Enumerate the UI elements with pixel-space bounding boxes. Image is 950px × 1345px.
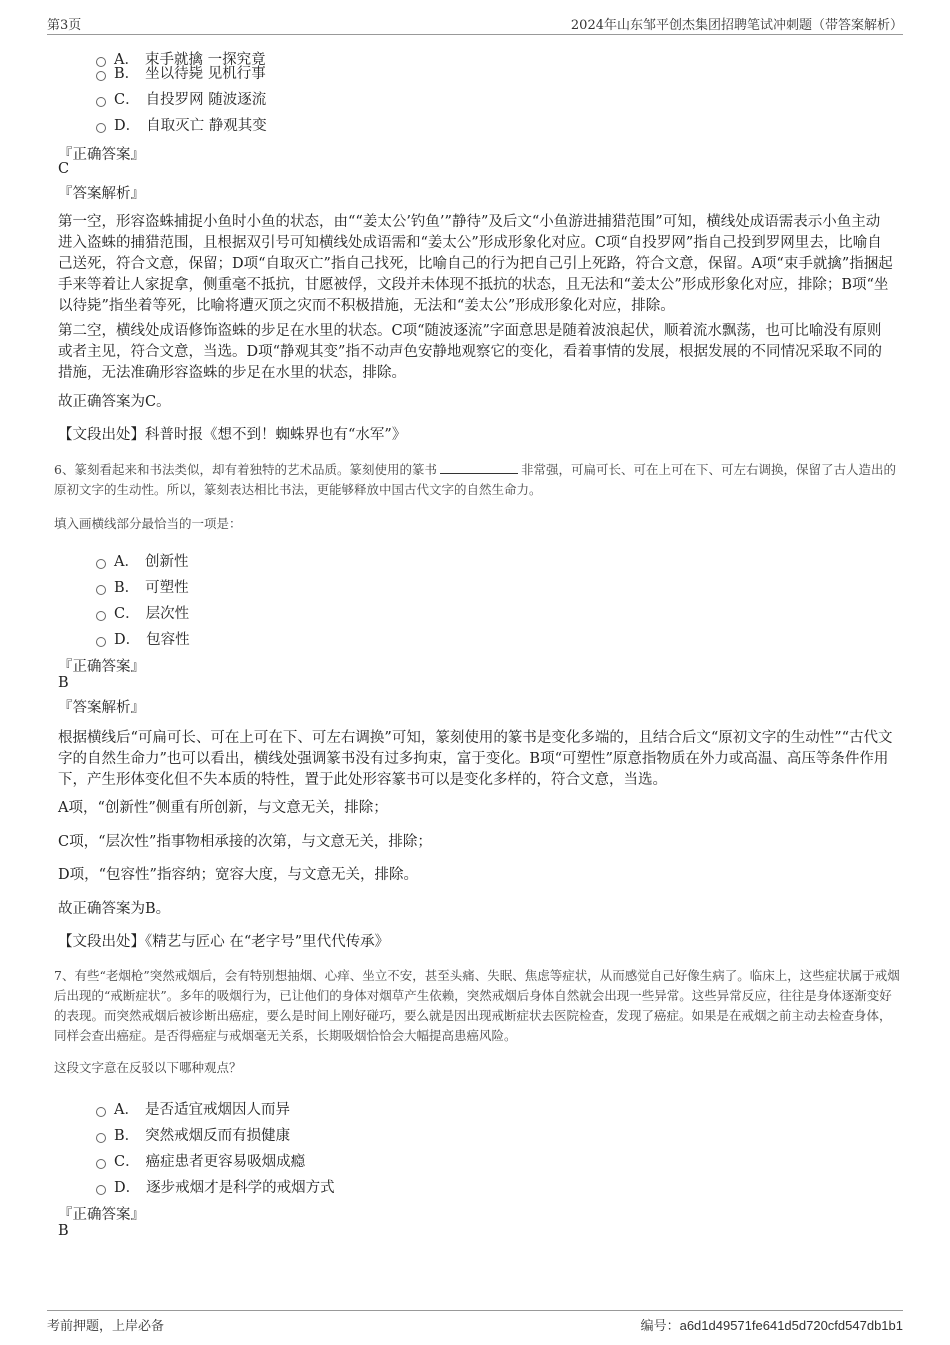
q5-analysis-paragraph-1: 第一空，形容盗蛛捕捉小鱼时小鱼的状态，由““姜太公’钓鱼’”静待”及后文“小鱼游进捕猎范围”可知，横线处成语需表示小鱼主动进入盗蛛的捕猎范围，且根据双引号可知横线处成语需和“姜太公”形成形象化对应。C项“自投罗网”指自己投到罗网里去，比喻自己送死，符合文意，保留；D项“自取灭亡”指自己找死，比喻自己的行为把自己引上死路，符合文意，保留。A项“束手就擒”指捆起手来等着让人家捉拿，侧重毫不抵抗，甘愿被俘，文段并未体现不抵抗的状态，且无法和“姜太公”形成形象化对应，排除；B项“坐以待毙”指坐着等死，比喻将遭灭顶之灾而不积极措施，无法和“姜太公”形成形象化对应，排除。 bbox=[58, 214, 893, 314]
q5-source: 【文段出处】科普时报《想不到！蜘蛛界也有“水军”》 bbox=[58, 427, 407, 443]
q7-stem: 7、有些“老烟枪”突然戒烟后，会有特别想抽烟、心痒、坐立不安，甚至头痛、失眠、焦虑等症状，从而感觉自己好像生病了。临床上，这些症状属于戒烟后出现的“戒断症状”。多年的吸烟行为，已让他们的身体对烟草产生依赖，突然戒烟后身体自然就会出现一些异常。这些异常反应，往往是身体逐渐变好的表现。而突然戒烟后被诊断出癌症，要么是时间上刚好碰巧，要么就是因出现戒断症状去医院检查，发现了癌症。如果是在戒烟之前主动去检查身体，同样会查出癌症。是否得癌症与戒烟毫无关系，长期吸烟恰恰会大幅提高患癌风险。 bbox=[54, 968, 900, 1043]
document-title: 2024年山东邹平创杰集团招聘笔试冲刺题（带答案解析） bbox=[570, 18, 903, 33]
q5-option-d[interactable]: D． 自取灭亡 静观其变 bbox=[96, 114, 267, 135]
q6-option-d[interactable]: D． 包容性 bbox=[96, 628, 190, 649]
page-footer bbox=[47, 1310, 903, 1335]
q7-prompt: 这段文字意在反驳以下哪种观点？ bbox=[54, 1060, 242, 1075]
q7-option-d[interactable]: D． 逐步戒烟才是科学的戒烟方式 bbox=[96, 1176, 335, 1197]
q5-analysis-paragraph-2: 第二空，横线处成语修饰盗蛛的步足在水里的状态。C项“随波逐流”字面意思是随着波浪起伏，顺着流水飘荡，也可比喻没有原则或者主见，符合文意，当选。D项“静观其变”指不动声色安静地观察它的变化，看着事情的发展，根据发展的不同情况采取不同的措施，无法准确形容盗蛛的步足在水里的状态，排除。 bbox=[58, 323, 882, 381]
radio-icon[interactable] bbox=[96, 1107, 106, 1117]
q7-option-a[interactable]: A． 是否适宜戒烟因人而异 bbox=[96, 1098, 290, 1119]
radio-icon[interactable] bbox=[96, 637, 106, 647]
q6-analysis-option-d: D项，“包容性”指容纳；宽容大度，与文意无关，排除。 bbox=[58, 867, 418, 883]
q6-option-b[interactable]: B． 可塑性 bbox=[96, 576, 189, 597]
q5-option-c[interactable]: C． 自投罗网 随波逐流 bbox=[96, 88, 266, 109]
q5-analysis-label: 『答案解析』 bbox=[58, 186, 145, 202]
page-header bbox=[47, 12, 903, 35]
q7-answer-label: 『正确答案』 bbox=[58, 1207, 145, 1223]
q6-analysis-option-a: A项，“创新性”侧重有所创新，与文意无关，排除； bbox=[58, 800, 388, 816]
q6-answer-label: 『正确答案』 bbox=[58, 659, 145, 675]
radio-icon[interactable] bbox=[96, 1133, 106, 1143]
radio-icon[interactable] bbox=[96, 585, 106, 595]
fill-in-blank bbox=[440, 461, 518, 474]
q6-analysis-label: 『答案解析』 bbox=[58, 700, 145, 716]
radio-icon[interactable] bbox=[96, 559, 106, 569]
footer-slogan: 考前押题，上岸必备 bbox=[47, 1319, 165, 1334]
q6-stem: 6、篆刻看起来和书法类似，却有着独特的艺术品质。篆刻使用的篆书 非常强，可扁可长、可在上可在下、可左右调换，保留了古人造出的原初文字的生动性。所以，篆刻表达相比书法，更能够释放中国古代文字的自然生命力。 bbox=[54, 462, 896, 497]
document-code: 编号：a6d1d49571fe641d5d720cfd547db1b1 bbox=[640, 1318, 903, 1334]
q5-option-b[interactable]: B． 坐以待毙 见机行事 bbox=[96, 62, 266, 83]
q6-prompt: 填入画横线部分最恰当的一项是： bbox=[54, 516, 242, 531]
q6-conclusion: 故正确答案为B。 bbox=[58, 901, 171, 917]
radio-icon[interactable] bbox=[96, 1159, 106, 1169]
radio-icon[interactable] bbox=[96, 611, 106, 621]
q5-option-a[interactable]: A． 束手就擒 一探究竟 bbox=[96, 48, 266, 69]
q6-option-a[interactable]: A． 创新性 bbox=[96, 550, 188, 571]
q5-conclusion: 故正确答案为C。 bbox=[58, 394, 171, 410]
q7-answer: B bbox=[58, 1223, 69, 1239]
page-number: 第3页 bbox=[47, 18, 82, 33]
q6-answer: B bbox=[58, 675, 69, 691]
radio-icon[interactable] bbox=[96, 123, 106, 133]
radio-icon[interactable] bbox=[96, 1185, 106, 1195]
radio-icon[interactable] bbox=[96, 97, 106, 107]
q6-source: 【文段出处】《精艺与匠心 在“老字号”里代代传承》 bbox=[58, 934, 390, 950]
q6-analysis-paragraph-1: 根据横线后“可扁可长、可在上可在下、可左右调换”可知，篆刻使用的篆书是变化多端的，且结合后文“原初文字的生动性”“古代文字的自然生命力”也可以看出，横线处强调篆书没有过多拘束，富于变化。B项“可塑性”原意指物质在外力或高温、高压等条件作用下，产生形体变化但不失本质的特性，置于此处形容篆书可以是变化多样的，符合文意，当选。 bbox=[58, 730, 893, 788]
q5-answer-label: 『正确答案』 bbox=[58, 147, 145, 163]
q6-option-c[interactable]: C． 层次性 bbox=[96, 602, 189, 623]
q7-option-b[interactable]: B． 突然戒烟反而有损健康 bbox=[96, 1124, 290, 1145]
q5-answer: C bbox=[58, 161, 70, 177]
q7-option-c[interactable]: C． 癌症患者更容易吸烟成瘾 bbox=[96, 1150, 305, 1171]
radio-icon[interactable] bbox=[96, 71, 106, 81]
q6-analysis-option-c: C项，“层次性”指事物相承接的次第，与文意无关，排除； bbox=[58, 834, 432, 850]
